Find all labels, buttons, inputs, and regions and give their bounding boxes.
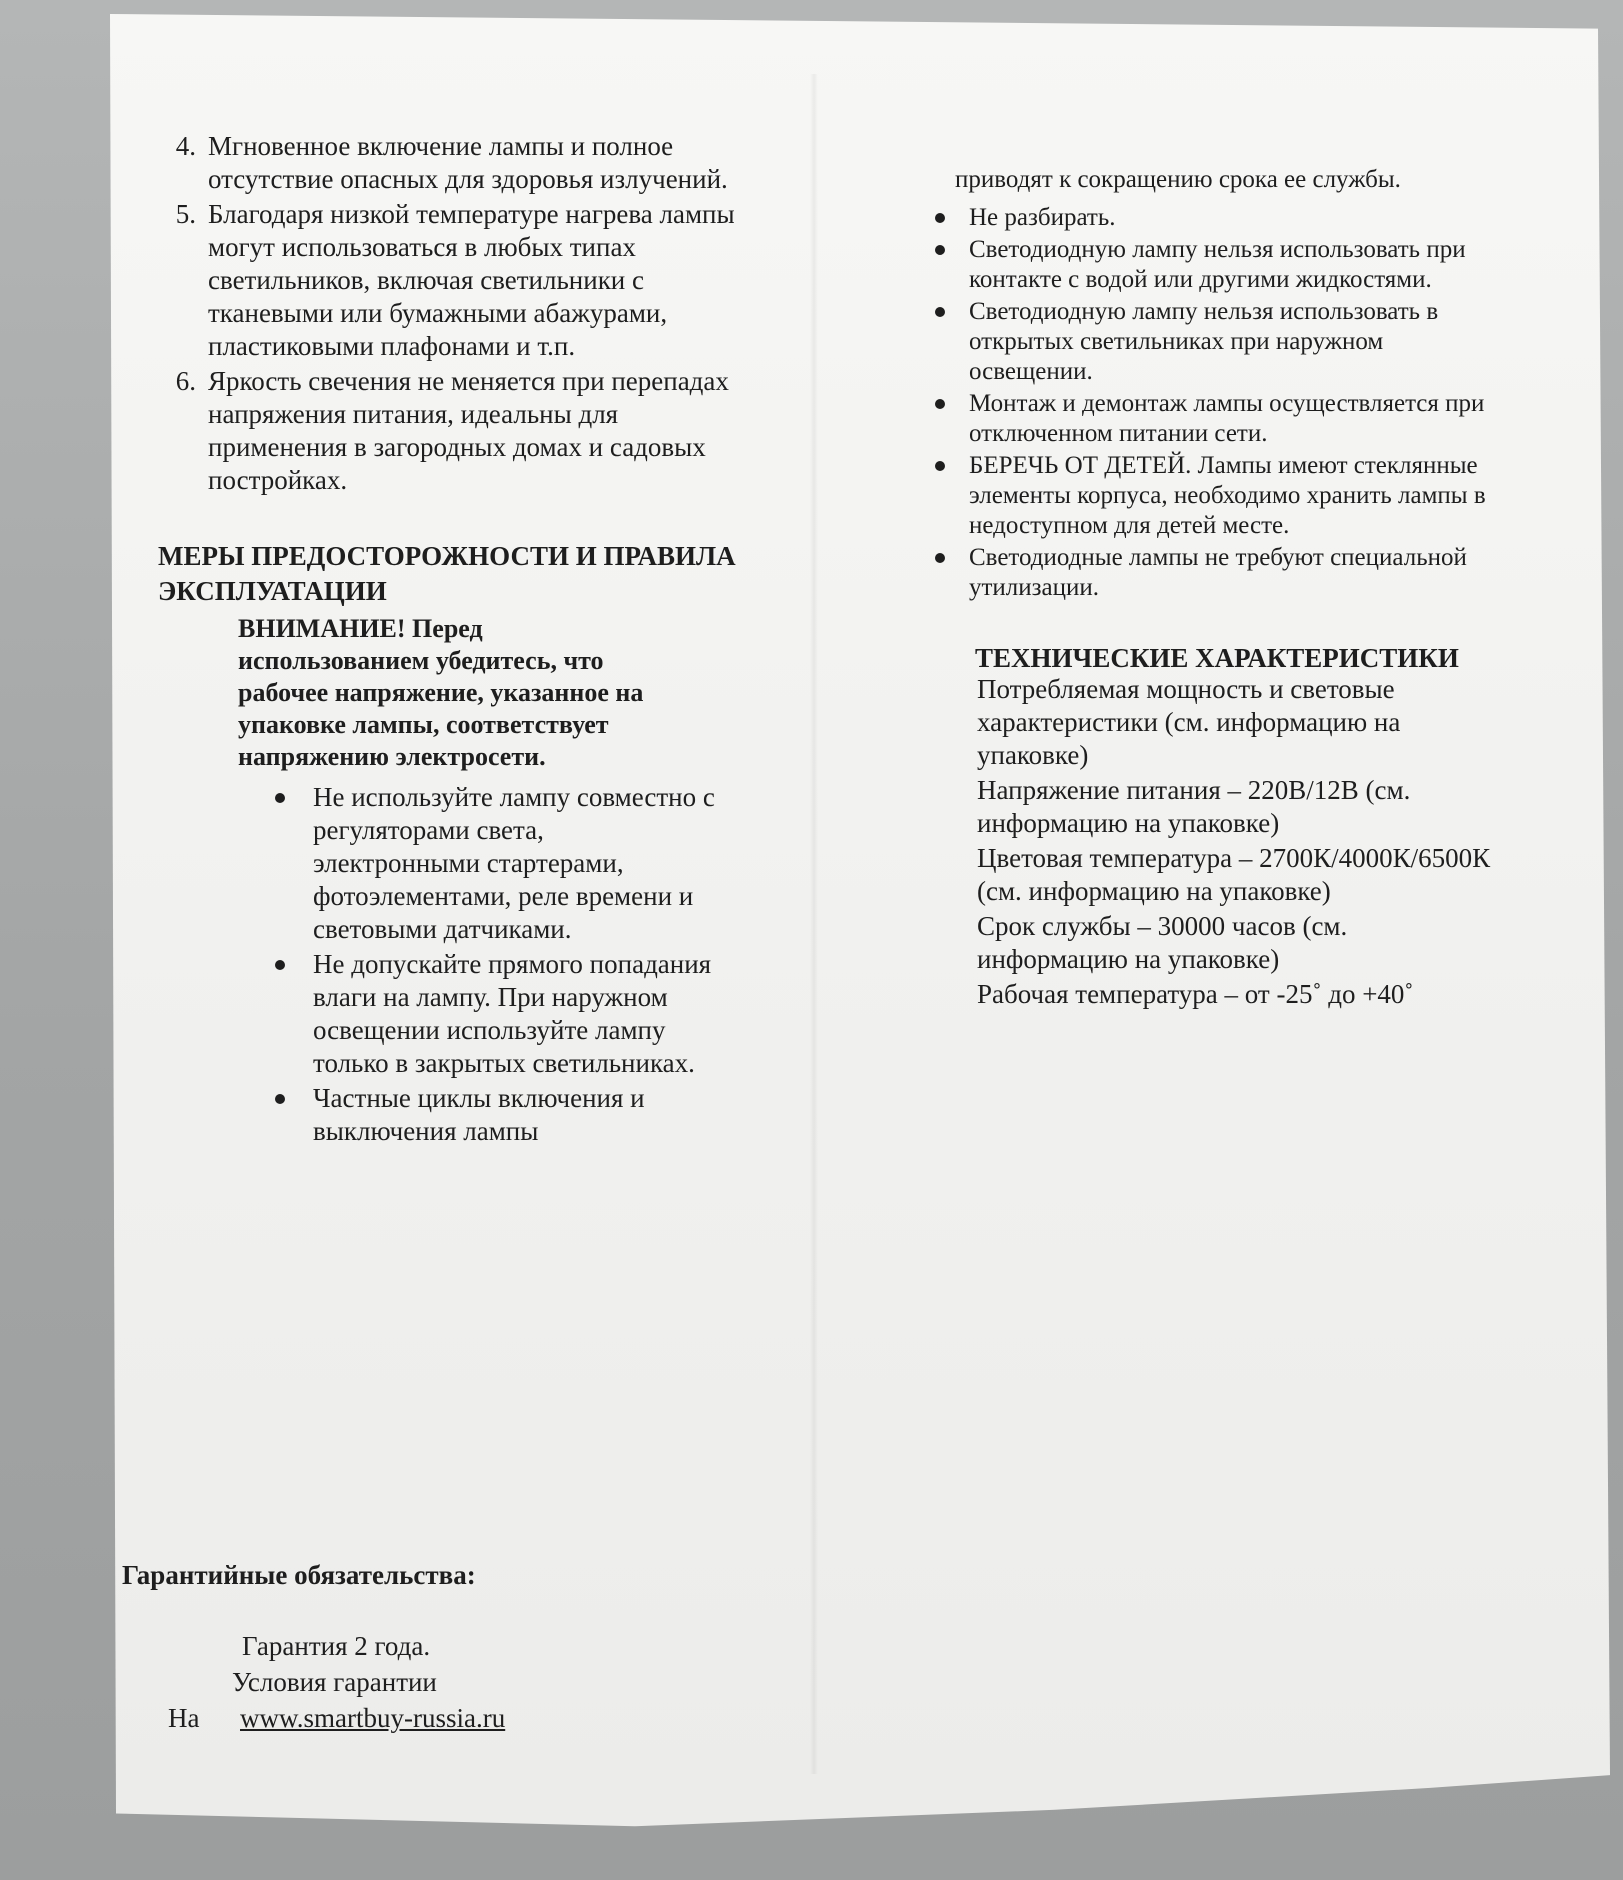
right-column [935,165,1495,1013]
bullet-icon [275,793,285,803]
bullet-icon [935,399,945,409]
list-item-text: БЕРЕЧЬ ОТ ДЕТЕЙ. Лампы имеют стеклянные элементы корпуса, необходимо хранить лампы в недоступном для детей месте. [969,452,1486,539]
guarantee-block [168,1628,505,1736]
bullet-icon [275,1094,285,1104]
bullet-icon [935,307,945,317]
list-item [275,948,715,1080]
guarantee-period: Гарантия 2 года. [242,1631,431,1661]
spec-line: Цветовая температура – 2700К/4000К/6500К (см. информацию на упаковке) [977,843,1491,906]
left-column [150,130,750,1150]
item-text: Благодаря низкой температуре нагрева лампы могут использоваться в любых типах светильников, включая светильники с тканевыми или бумажными абажурами, пластиковыми плафонами и т.п. [208,199,735,361]
tech-specs [977,673,1495,1011]
bullet-icon [935,245,945,255]
list-item-text: Не допускайте прямого попадания влаги на лампу. При наружном освещении используйте лампу только в закрытых светильниках. [313,949,712,1078]
list-item [935,203,1495,233]
spec-line: Рабочая температура – от -25˚ до +40˚ [977,979,1414,1009]
list-item [935,389,1495,449]
list-item [275,1082,715,1148]
bullet-icon [275,960,285,970]
item-number: 4. [175,131,196,161]
spec-line: Напряжение питания – 220В/12В (см. информацию на упаковке) [977,775,1411,838]
list-item-text: Светодиодные лампы не требуют специальной утилизации. [969,544,1467,601]
numbered-item [150,198,750,363]
spec-line: Срок службы – 30000 часов (см. информацию на упаковке) [977,911,1348,974]
list-item-text: Светодиодную лампу нельзя использовать в открытых светильниках при наружном освещении. [969,298,1439,385]
item-number: 6. [175,366,196,396]
list-item [935,235,1495,295]
guarantee-site-row [168,1700,505,1736]
list-item-text: Не используйте лампу совместно с регуляторами света, электронными стартерами, фотоэлементами, реле времени и световыми датчиками. [313,782,715,944]
guarantee-terms: Условия гарантии [232,1667,437,1697]
rules-list [935,203,1495,603]
numbered-item [150,365,750,497]
item-text: Мгновенное включение лампы и полное отсутствие опасных для здоровья излучений. [208,131,728,194]
list-item-text: Частные циклы включения и выключения лампы [313,1083,645,1146]
site-prefix: На [168,1703,200,1733]
spec-line: Потребляемая мощность и световые характеристики (см. информацию на упаковке) [977,674,1401,770]
bullet-icon [935,461,945,471]
item-text: Яркость свечения не меняется при перепадах напряжения питания, идеальны для применения в загородных домах и садовых постройках. [208,366,729,495]
warning-text: ВНИМАНИЕ! Перед использованием убедитесь, что рабочее напряжение, указанное на упаковке лампы, соответствует напряжению электросети. [238,614,644,771]
website-link[interactable]: www.smartbuy-russia.ru [240,1703,506,1733]
precautions-list [275,781,715,1148]
continuation-text: приводят к сокращению срока ее службы. [955,166,1401,193]
tech-specs-heading: ТЕХНИЧЕСКИЕ ХАРАКТЕРИСТИКИ [975,643,1459,673]
bullet-icon [935,213,945,223]
list-item-text: Монтаж и демонтаж лампы осуществляется при отключенном питании сети. [969,390,1485,447]
list-item [275,781,715,946]
bullet-icon [935,553,945,563]
paper-fold [810,74,818,1774]
list-item [935,297,1495,387]
numbered-list [150,130,750,497]
list-item [935,543,1495,603]
precautions-heading: МЕРЫ ПРЕДОСТОРОЖНОСТИ И ПРАВИЛА ЭКСПЛУАТАЦИИ [158,541,736,606]
list-item [935,451,1495,541]
list-item-text: Не разбирать. [969,204,1116,231]
numbered-item [150,130,750,196]
item-number: 5. [175,199,196,229]
guarantee-heading: Гарантийные обязательства: [122,1560,476,1590]
list-item-text: Светодиодную лампу нельзя использовать при контакте с водой или другими жидкостями. [969,236,1466,293]
